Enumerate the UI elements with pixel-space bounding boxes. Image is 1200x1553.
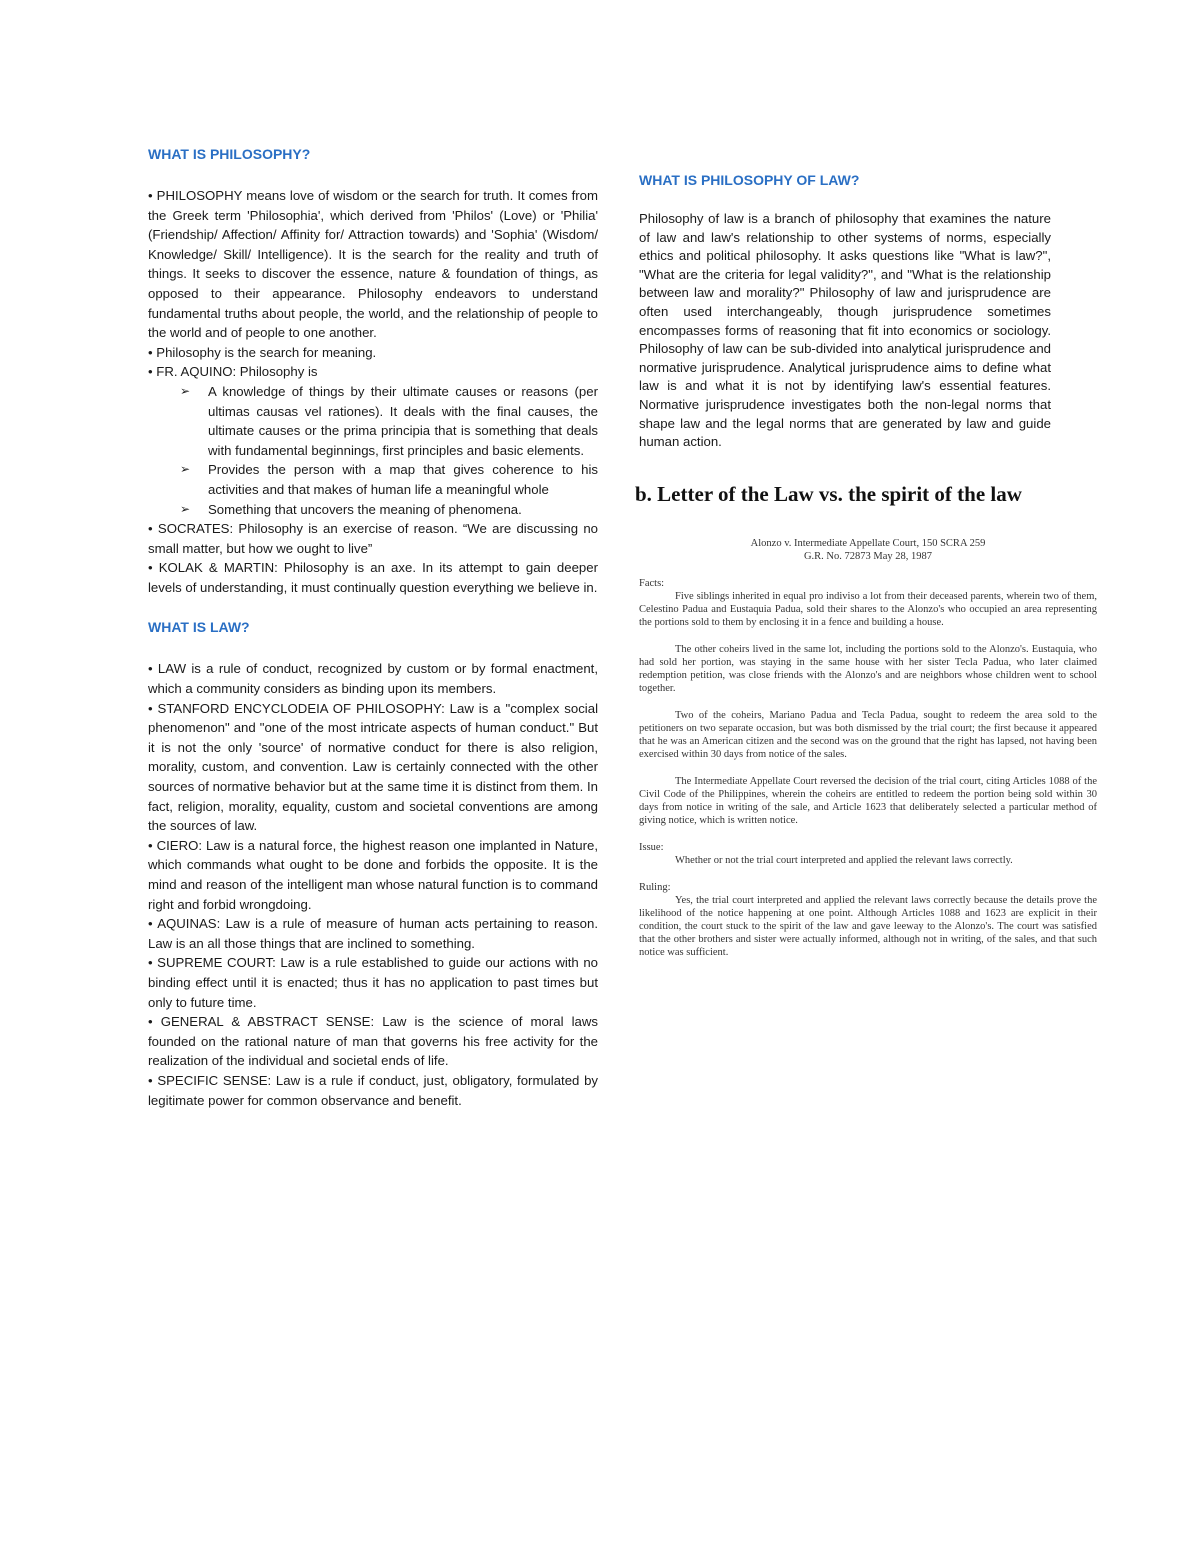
aquino-subpoint-3-text: Something that uncovers the meaning of phenomena. (208, 501, 522, 517)
letter-vs-spirit-title: b. Letter of the Law vs. the spirit of the law (635, 481, 1022, 506)
law-paragraph-6: • GENERAL & ABSTRACT SENSE: Law is the science of moral laws founded on the rational nature of man that governs his free activity for the realization of the individual and societal ends of life. (148, 1014, 598, 1069)
law-paragraph-1: • LAW is a rule of conduct, recognized by custom or by formal enactment, which a community considers as binding upon its members. (148, 661, 598, 697)
philosophy-paragraph-3: • FR. AQUINO: Philosophy is (148, 364, 318, 380)
facts-label: Facts: (639, 577, 665, 589)
philosophy-paragraph-4: • SOCRATES: Philosophy is an exercise of reason. “We are discussing no small matter, but how we ought to live” (148, 521, 598, 556)
facts-paragraph-4: The Intermediate Appellate Court reversed the decision of the trial court, citing Articles 1088 of the Civil Code of the Philippines, wherein the coheirs are entitled to redeem the portion being sold within 30 days from notice in writing of the sale, and Article 1623 that deliberately selected a particular method of giving notice, which is written notice. (639, 775, 1097, 826)
heading-what-is-law: WHAT IS LAW? (148, 619, 250, 636)
philosophy-paragraph-5: • KOLAK & MARTIN: Philosophy is an axe. In its attempt to gain deeper levels of understanding, it must continually question everything we believe in. (148, 560, 598, 595)
aquino-subpoint-2-text: Provides the person with a map that gives coherence to his activities and that makes of human life a meaningful whole (208, 462, 598, 497)
law-paragraph-5: • SUPREME COURT: Law is a rule established to guide our actions with no binding effect until it is enacted; thus it has no application to past times but only to future time. (148, 955, 598, 1010)
aquino-subpoint-2 (148, 460, 598, 499)
aquino-subpoint-3 (148, 500, 598, 520)
facts-paragraph-2: The other coheirs lived in the same lot, including the portions sold to the Alonzo's. Eustaquia, who had sold her portion, was staying in the same house with her sister Tecla Padua, who later claimed redemption petition, was close friends with the Alonzo's and are neighbors whose children went to school together. (639, 643, 1097, 694)
law-paragraph-3: • CIERO: Law is a natural force, the highest reason one implanted in Nature, which commands what ought to be done and forbids the opposite. It is the mind and reason of the intelligent man whose natural function is to command right and forbid wrongdoing. (148, 837, 598, 912)
law-paragraph-2: • STANFORD ENCYCLODEIA OF PHILOSOPHY: Law is a "complex social phenomenon" and "one of the most intricate aspects of human conduct." But it is not the only 'source' of normative conduct for there is also religion, morality, custom, and convention. Law is certainly connected with the other sources of normative behavior but at the same time it is distinct from them. In fact, religion, morality, equality, custom and societal conventions are among the sources of law. (148, 700, 598, 834)
case-digest (639, 537, 1097, 959)
heading-what-is-philosophy-of-law: WHAT IS PHILOSOPHY OF LAW? (639, 172, 860, 188)
philosophy-paragraph-2: • Philosophy is the search for meaning. (148, 344, 377, 360)
ruling-label: Ruling: (639, 881, 671, 893)
issue-label: Issue: (639, 841, 664, 853)
heading-what-is-philosophy: WHAT IS PHILOSOPHY? (148, 146, 311, 162)
arrow-bullet-icon: ➢ (180, 383, 191, 398)
left-column (148, 146, 598, 1110)
law-paragraph-4: • AQUINAS: Law is a rule of measure of human acts pertaining to reason. Law is an all those things that are inclined to something. (148, 916, 598, 951)
ruling-text: Yes, the trial court interpreted and applied the relevant laws correctly because the details prove the likelihood of the notice happening at one point. Although Articles 1088 and 1623 are explicit in their condition, the court stuck to the spirit of the law and gave leeway to the Alonzo's. The court was satisfied that the other brothers and sister were actually informed, although not in writing, of the sales, and that such notice was sufficient. (639, 894, 1097, 958)
case-title-line-2: G.R. No. 72873 May 28, 1987 (803, 550, 933, 562)
issue-text: Whether or not the trial court interpreted and applied the relevant laws correctly. (675, 854, 1013, 866)
aquino-subpoint-1 (148, 382, 598, 460)
case-title-line-1: Alonzo v. Intermediate Appellate Court, 150 SCRA 259 (750, 537, 986, 549)
philosophy-paragraph-1: • PHILOSOPHY means love of wisdom or the search for truth. It comes from the Greek term 'Philosophia', which derived from 'Philos' (Love) or 'Philia' (Friendship/ Affection/ Affinity for/ Attraction towards) and 'Sophia' (Wisdom/ Knowledge/ Skill/ Intelligence). It is the search for the reality and truth of things. It seeks to discover the essence, nature & foundation of things, as opposed to their appearance. Philosophy endeavors to understand fundamental truths about people, the world, and the relationship of people to the world and of people to one another. (148, 188, 598, 341)
right-column (635, 172, 1097, 959)
facts-paragraph-1: Five siblings inherited in equal pro indiviso a lot from their deceased parents, wherein two of them, Celestino Padua and Eustaquia Padua, sold their shares to the Alonzo's who occupied an area representing the portions sold to them by enclosing it in a fence and building a house. (639, 590, 1097, 628)
philosophy-of-law-paragraph: Philosophy of law is a branch of philosophy that examines the nature of law and law's relationship to other systems of norms, especially ethics and political philosophy. It asks questions like "What is law?", "What are the criteria for legal validity?", and "What is the relationship between law and morality?" Philosophy of law and jurisprudence are often used interchangeably, though jurisprudence sometimes encompasses forms of reasoning that fit into economics or sociology. Philosophy of law can be sub-divided into analytical jurisprudence and normative jurisprudence. Analytical jurisprudence aims to define what law is and what it is not by identifying law's essential features. Normative jurisprudence investigates both the non-legal norms that shape law and the legal norms that are generated by law and guide human action. (639, 211, 1051, 450)
aquino-subpoint-1-text: A knowledge of things by their ultimate causes or reasons (per ultimas causas vel rationes). It deals with the final causes, the ultimate causes or the prima principia that is something that deals with fundamental beginnings, first principles and basic elements. (208, 383, 598, 458)
facts-paragraph-3: Two of the coheirs, Mariano Padua and Tecla Padua, sought to redeem the area sold to the petitioners on two separate occasion, but was both dismissed by the trial court; the first because it appeared that he was an American citizen and the second was on the ground that the right has lapsed, not having been exercised within 30 days from notice of the sales. (639, 709, 1097, 760)
arrow-bullet-icon: ➢ (180, 501, 191, 516)
arrow-bullet-icon: ➢ (180, 462, 191, 477)
law-paragraph-7: • SPECIFIC SENSE: Law is a rule if conduct, just, obligatory, formulated by legitimate power for common observance and benefit. (148, 1072, 598, 1108)
